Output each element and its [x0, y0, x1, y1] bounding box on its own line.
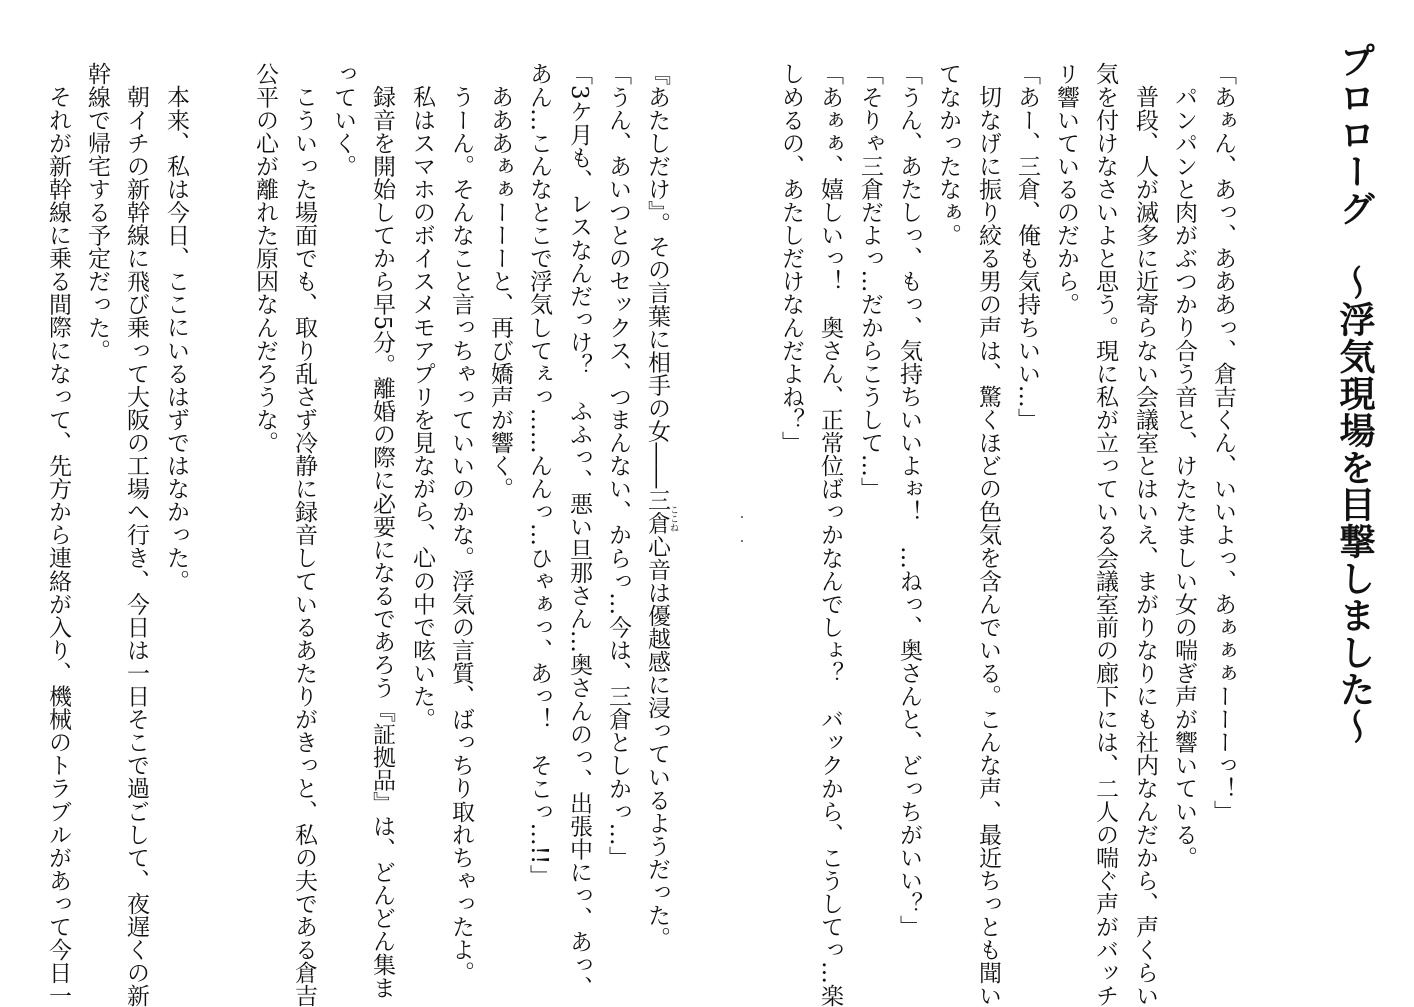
text-line: 録音を開始してから早5分。離婚の際に必要になるであろう『証拠品』は、どんどん集ま: [369, 85, 395, 999]
text-line: うーん。そんなこと言っちゃっていいのかな。浮気の言質、ばっちり取れちゃったよ。: [448, 85, 474, 984]
text-line: っていく。: [330, 62, 356, 178]
text-line: 『あたしだけ』。その言葉に相手の女――三倉心音は優越感に浸っているようだった。: [644, 62, 670, 950]
text-line: 普段、人が滅多に近寄らない会議室とはいえ、まがりなりにも社内なんだから、声くらい: [1132, 85, 1158, 1007]
text-line: しめるの、あたしだけなんだよね？」: [778, 62, 804, 454]
text-line: 「あー、三倉、俺も気持ちいい…」: [1014, 62, 1040, 431]
text-line: 幹線で帰宅する予定だった。: [84, 62, 110, 362]
text-line: パンパンと肉がぶつかり合う音と、けたたましい女の喘ぎ声が響いている。: [1171, 85, 1197, 869]
text-line: 朝イチの新幹線に飛び乗って大阪の工場へ行き、今日は一日そこで過ごして、夜遅くの新: [123, 85, 149, 1007]
text-line: 「あぁん、あっ、あああっ、倉吉くん、いいよっ、あぁぁぁーーーっ！」: [1210, 62, 1236, 823]
chapter-title: プロローグ ～浮気現場を目撃しました～: [1334, 42, 1375, 745]
text-line: 気を付けなさいよと思う。現に私が立っている会議室前の廊下には、二人の喘ぐ声がバッチ: [1092, 62, 1118, 1007]
text-line: あん…こんなとこで浮気してぇっ……んんっ…ひゃぁっ、あっ！ そこっ…!!」: [526, 62, 552, 888]
text-line: 「うん、あいつとのセックス、つまんない、からっ…今は、三倉としかっ…」: [605, 62, 631, 869]
text-line: 公平の心が離れた原因なんだろうな。: [252, 62, 278, 454]
text-line: あああぁぁーーーと、再び嬌声が響く。: [487, 85, 513, 500]
text-line: 本来、私は今日、ここにいるはずではなかった。: [163, 85, 189, 593]
text-line: 「うん、あたしっ、もっ、気持ちいいよぉ！ …ねっ、奥さんと、どっちがいい？」: [896, 62, 922, 938]
text-line: リ響いているのだから。: [1053, 62, 1079, 316]
ruby-reading: ここね: [668, 505, 678, 532]
text-line: 「そりゃ三倉だよっ…だからこうして…」: [857, 62, 883, 500]
text-line: 私はスマホのボイスメモアプリを見ながら、心の中で呟いた。: [409, 85, 435, 731]
text-line: それが新幹線に乗る間際になって、先方から連絡が入り、機械のトラブルがあって今日一: [45, 85, 71, 1007]
text-line: 「3ケ月も、レスなんだっけ？ ふふっ、悪い旦那さん…奥さんのっ、出張中にっ、あっ、: [566, 62, 592, 999]
text-line: 切なげに振り絞る男の声は、驚くほどの色気を含んでいる。こんな声、最近ちっとも聞い: [975, 85, 1001, 1007]
text-line: てなかったなぁ。: [935, 62, 961, 247]
text-line: 「あぁぁ、嬉しいっ！ 奥さん、正常位ばっかなんでしょ？ バックから、こうしてっ…楽: [817, 62, 843, 1007]
text-line: こういった場面でも、取り乱さず冷静に録音しているあたりがきっと、私の夫である倉吉: [291, 85, 317, 1007]
scene-break-mark: [741, 516, 743, 518]
scene-break-mark: [741, 540, 743, 542]
